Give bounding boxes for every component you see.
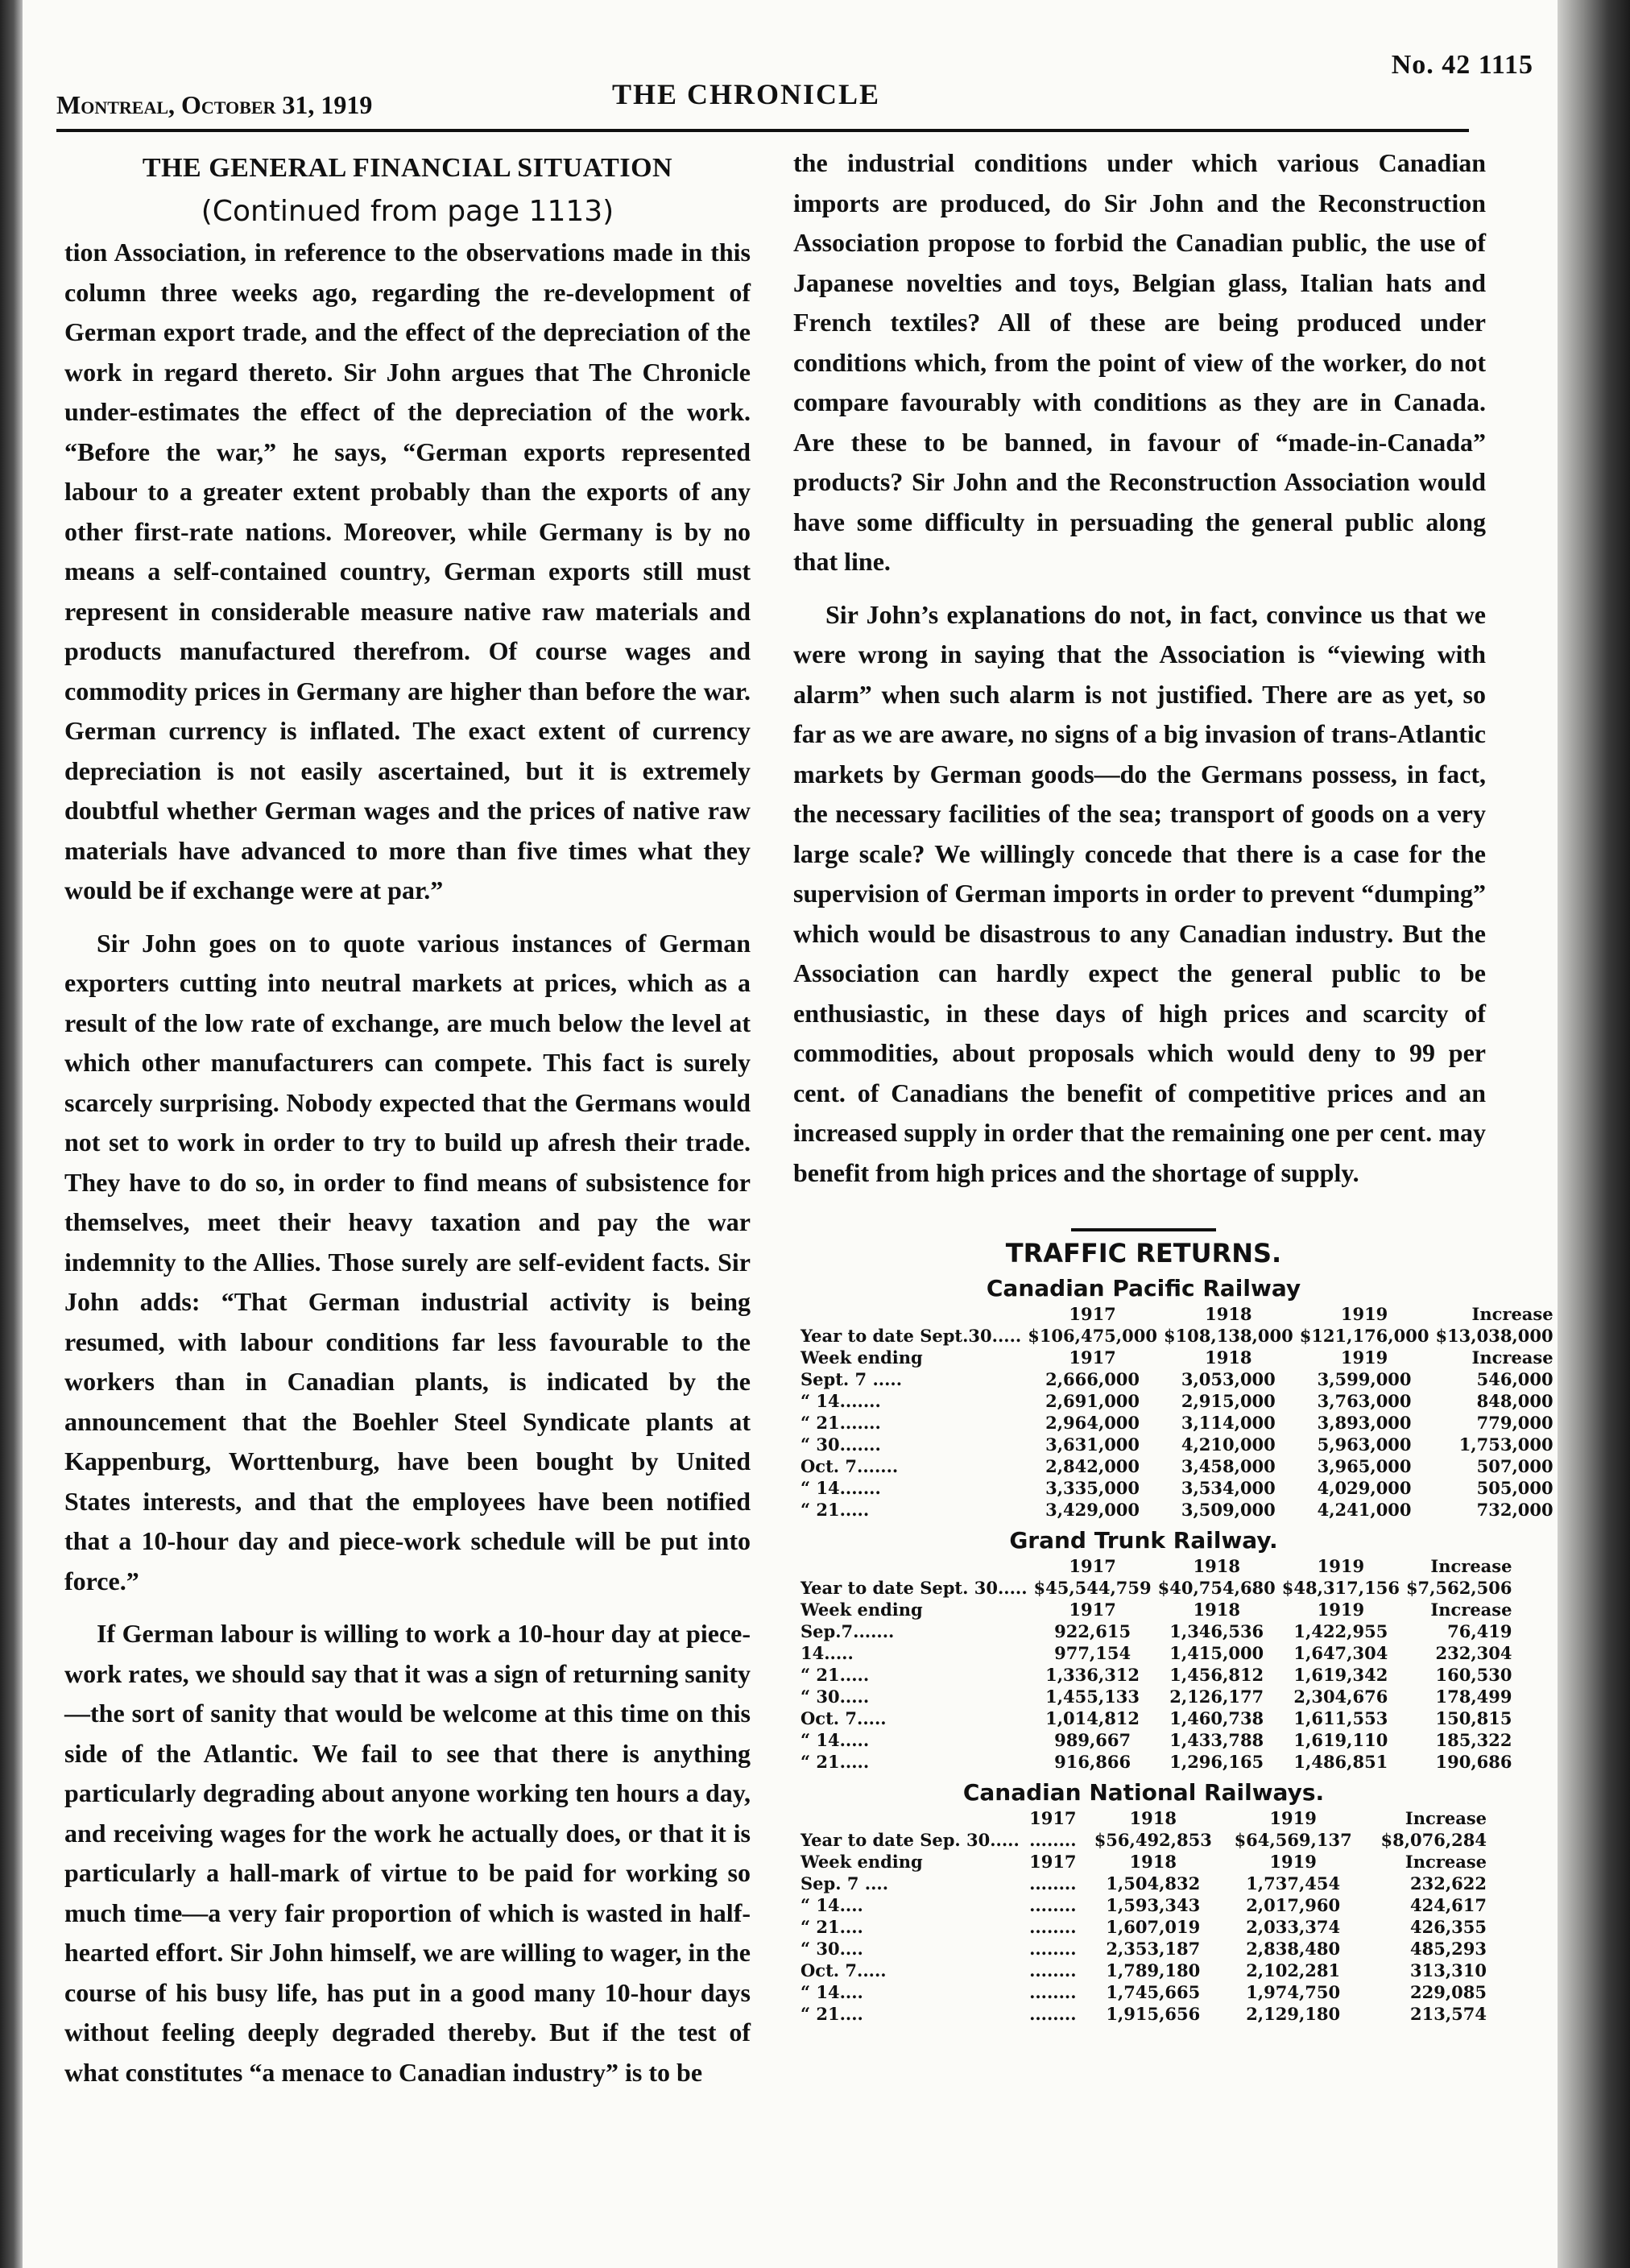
cell-value: 1,737,454 (1246, 1873, 1341, 1893)
cell-value: 1,346,536 (1169, 1621, 1264, 1641)
table-row (797, 1707, 1515, 1729)
row-label: “ 21..... (801, 1665, 870, 1685)
cell-value: 3,893,000 (1317, 1413, 1412, 1433)
cell-value: 1,753,000 (1458, 1434, 1553, 1455)
table-row (797, 1477, 1557, 1499)
cell-value: 1917 (1069, 1304, 1116, 1324)
cell-value: 2,017,960 (1246, 1895, 1341, 1915)
cell-value: 485,293 (1410, 1939, 1487, 1959)
table-row (797, 1620, 1515, 1642)
table-row (797, 1751, 1515, 1773)
cell-value: ........ (1029, 1895, 1077, 1915)
table-row (797, 1829, 1490, 1851)
cell-value: Increase (1471, 1304, 1553, 1324)
table-header-row (797, 1599, 1515, 1620)
cell-value: 1918 (1193, 1600, 1240, 1620)
cell-value: 313,310 (1410, 1960, 1487, 1980)
row-label: Sep.7....... (801, 1621, 895, 1641)
cell-value: 4,241,000 (1317, 1500, 1412, 1520)
cell-value: $64,569,137 (1234, 1830, 1352, 1850)
cell-value: 1919 (1340, 1304, 1388, 1324)
page-edge-shadow (1558, 0, 1630, 2268)
traffic-table (797, 1807, 1490, 2025)
cell-value: 1918 (1193, 1556, 1240, 1576)
cell-value: 2,126,177 (1169, 1687, 1264, 1707)
railway-section-gtr (797, 1527, 1512, 1773)
row-label: Year to date Sept.30..... (801, 1326, 1022, 1346)
cell-value: 1,647,304 (1293, 1643, 1388, 1663)
row-label: “ 21.... (801, 2004, 863, 2024)
row-label: Year to date Sep. 30..... (801, 1830, 1020, 1850)
cell-value: 5,963,000 (1317, 1434, 1412, 1455)
row-label: Sept. 7 ..... (801, 1369, 903, 1389)
row-label: Week ending (801, 1347, 923, 1368)
cell-value: 232,622 (1410, 1873, 1487, 1893)
traffic-table (797, 1555, 1515, 1773)
cell-value: 1,974,750 (1246, 1982, 1341, 2002)
cell-value: 2,033,374 (1246, 1917, 1341, 1937)
cell-value: 1918 (1205, 1347, 1252, 1368)
cell-value: 505,000 (1476, 1478, 1553, 1498)
row-label: “ 14....... (801, 1391, 881, 1411)
cell-value: 2,838,480 (1246, 1939, 1341, 1959)
table-row (797, 1960, 1490, 1981)
cell-value: 1,619,342 (1293, 1665, 1388, 1685)
cell-value: 1,504,832 (1106, 1873, 1201, 1893)
section-divider (1071, 1228, 1216, 1231)
cell-value: 3,631,000 (1045, 1434, 1140, 1455)
cell-value: 779,000 (1476, 1413, 1553, 1433)
article-subtitle: (Continued from page 1113) (201, 194, 614, 228)
cell-value: 2,691,000 (1045, 1391, 1140, 1411)
row-label: “ 14.... (801, 1895, 863, 1915)
row-label: “ 30.... (801, 1939, 863, 1959)
cell-value: 1918 (1129, 1808, 1177, 1828)
row-label (797, 1303, 1024, 1325)
table-header-row (797, 1851, 1490, 1873)
row-label: “ 14.... (801, 1982, 863, 2002)
railway-section-cnr (797, 1779, 1490, 2025)
article-title: THE GENERAL FINANCIAL SITUATION (142, 153, 673, 183)
cell-value: $13,038,000 (1435, 1326, 1553, 1346)
row-label (797, 1807, 1023, 1829)
cell-value: 1917 (1029, 1852, 1077, 1872)
cell-value: 76,419 (1447, 1621, 1512, 1641)
row-label: “ 21....... (801, 1413, 881, 1433)
cell-value: $8,076,284 (1380, 1830, 1487, 1850)
cell-value: 185,322 (1435, 1730, 1512, 1750)
cell-value: 1917 (1069, 1347, 1116, 1368)
table-row (797, 1686, 1515, 1707)
cell-value: 4,029,000 (1317, 1478, 1412, 1498)
cell-value: 2,353,187 (1106, 1939, 1201, 1959)
header-rule (56, 129, 1469, 132)
cell-value: 1918 (1129, 1852, 1177, 1872)
table-row (797, 1455, 1557, 1477)
cell-value: 1,619,110 (1293, 1730, 1388, 1750)
cell-value: 2,964,000 (1045, 1413, 1140, 1433)
cell-value: 2,842,000 (1045, 1456, 1140, 1476)
cell-value: 1917 (1069, 1556, 1116, 1576)
cell-value: 3,458,000 (1181, 1456, 1276, 1476)
cell-value: 1,415,000 (1169, 1643, 1264, 1663)
traffic-returns (797, 1228, 1553, 2025)
row-label: Oct. 7..... (801, 1708, 887, 1728)
row-label: Week ending (801, 1852, 923, 1872)
cell-value: 3,053,000 (1181, 1369, 1276, 1389)
traffic-title: TRAFFIC RETURNS. (1005, 1238, 1282, 1269)
cell-value: 1,915,656 (1106, 2004, 1201, 2024)
cell-value: 1,433,788 (1169, 1730, 1264, 1750)
cell-value: ........ (1029, 1917, 1077, 1937)
cell-value: 1,296,165 (1169, 1752, 1264, 1772)
cell-value: 1918 (1205, 1304, 1252, 1324)
cell-value: 1,460,738 (1169, 1708, 1264, 1728)
table-row (797, 1434, 1557, 1455)
table-row (797, 1642, 1515, 1664)
cell-value: $121,176,000 (1299, 1326, 1429, 1346)
cell-value: 1919 (1317, 1600, 1365, 1620)
cell-value: 2,666,000 (1045, 1369, 1140, 1389)
cell-value: 160,530 (1435, 1665, 1512, 1685)
table-header-row (797, 1303, 1557, 1325)
table-header-row (797, 1807, 1490, 1829)
cell-value: 1,455,133 (1045, 1687, 1140, 1707)
cell-value: $40,754,680 (1157, 1578, 1276, 1598)
table-row (797, 1729, 1515, 1751)
cell-value: 2,304,676 (1293, 1687, 1388, 1707)
cell-value: 1,336,312 (1045, 1665, 1140, 1685)
railway-name: Grand Trunk Railway. (1009, 1527, 1278, 1554)
row-label: Week ending (801, 1600, 923, 1620)
cell-value: 1917 (1029, 1808, 1077, 1828)
cell-value: 1,611,553 (1293, 1708, 1388, 1728)
cell-value: 3,429,000 (1045, 1500, 1140, 1520)
cell-value: 977,154 (1054, 1643, 1131, 1663)
cell-value: 424,617 (1410, 1895, 1487, 1915)
table-row (797, 1390, 1557, 1412)
row-label: “ 14..... (801, 1730, 870, 1750)
table-row (797, 1499, 1557, 1521)
traffic-table (797, 1303, 1557, 1521)
row-label: “ 21..... (801, 1500, 870, 1520)
railway-name: Canadian National Railways. (962, 1779, 1325, 1806)
railway-name: Canadian Pacific Railway (986, 1275, 1301, 1302)
cell-value: Increase (1430, 1556, 1512, 1576)
table-row (797, 1412, 1557, 1434)
cell-value: 3,534,000 (1181, 1478, 1276, 1498)
cell-value: $108,138,000 (1163, 1326, 1293, 1346)
page-spine-shadow (0, 0, 23, 2268)
cell-value: 1,745,665 (1106, 1982, 1201, 2002)
paragraph: Sir John goes on to quote various instances of German exporters cutting into neutral markets at prices, which as a result of the low rate of exchange, are much below the level at which other manufacturers can compete. This fact is surely scarcely surprising. Nobody expected that the Germans would not set to work in order to try to build up afresh their trade. They have to do so, in order to find means of subsistence for themselves, meet their heavy taxation and pay the war indemnity to the Allies. Those surely are self-evident facts. Sir John adds: “That German industrial activity is being resumed, with labour conditions far less favourable to the workers than in Canadian plants, is indicated by the announcement that the Boehler Steel Syndicate plants at Kappenburg, Worttenburg, have been bought by United States interests, and that the employees have been notified that a 10-hour day and piece-work schedule will be put into force.” (64, 928, 751, 1595)
table-row (797, 1894, 1490, 1916)
paragraph: the industrial conditions under which various Canadian imports are produced, do Sir John and the Reconstruction Association propose to forbid the Canadian public, the use of Japanese novelties and toys, Belgian glass, Italian hats and French textiles? All of these are being produced under conditions which, from the point of view of the worker, do not compare favourably with conditions as they are in Canada. Are these to be banned, in favour of “made-in-Canada” products? Sir John and the Reconstruction Association would have some difficulty in persuading the general public along that line. (793, 148, 1486, 576)
cell-value: ........ (1029, 1873, 1077, 1893)
row-label: Oct. 7....... (801, 1456, 899, 1476)
table-row (797, 1368, 1557, 1390)
cell-value: 989,667 (1054, 1730, 1131, 1750)
cell-value: 1917 (1069, 1600, 1116, 1620)
railway-section-cpr (797, 1275, 1553, 1521)
page-number: No. 42 1115 (1391, 50, 1533, 80)
cell-value: 178,499 (1435, 1687, 1512, 1707)
cell-value: 916,866 (1054, 1752, 1131, 1772)
cell-value: 1,607,019 (1106, 1917, 1201, 1937)
cell-value: 507,000 (1476, 1456, 1553, 1476)
newspaper-page (32, 0, 1558, 2268)
row-label: 14..... (801, 1643, 854, 1663)
cell-value: 1,789,180 (1106, 1960, 1201, 1980)
cell-value: 150,815 (1435, 1708, 1512, 1728)
cell-value: 732,000 (1476, 1500, 1553, 1520)
table-row (797, 1577, 1515, 1599)
cell-value: 1919 (1269, 1808, 1317, 1828)
cell-value: $106,475,000 (1028, 1326, 1157, 1346)
cell-value: 4,210,000 (1181, 1434, 1276, 1455)
cell-value: $56,492,853 (1094, 1830, 1212, 1850)
cell-value: Increase (1405, 1808, 1487, 1828)
left-column (64, 143, 751, 2092)
cell-value: 1919 (1269, 1852, 1317, 1872)
cell-value: Increase (1471, 1347, 1553, 1368)
cell-value: $45,544,759 (1033, 1578, 1152, 1598)
row-label: Sep. 7 .... (801, 1873, 888, 1893)
cell-value: 213,574 (1410, 2004, 1487, 2024)
cell-value: 229,085 (1410, 1982, 1487, 2002)
row-label: Year to date Sept. 30..... (801, 1578, 1028, 1598)
row-label: “ 30....... (801, 1434, 881, 1455)
table-row (797, 1916, 1490, 1938)
cell-value: ........ (1029, 1939, 1077, 1959)
table-row (797, 2003, 1490, 2025)
cell-value: 2,915,000 (1181, 1391, 1276, 1411)
row-label (797, 1555, 1031, 1577)
cell-value: 2,102,281 (1246, 1960, 1341, 1980)
cell-value: 1,593,343 (1106, 1895, 1201, 1915)
cell-value: 1,422,955 (1293, 1621, 1388, 1641)
cell-value: 546,000 (1476, 1369, 1553, 1389)
cell-value: Increase (1405, 1852, 1487, 1872)
cell-value: 3,599,000 (1317, 1369, 1412, 1389)
cell-value: 3,114,000 (1181, 1413, 1276, 1433)
cell-value: $48,317,156 (1281, 1578, 1400, 1598)
table-row (797, 1664, 1515, 1686)
paragraph: Sir John’s explanations do not, in fact, convince us that we were wrong in saying that the Association is “viewing with alarm” when such alarm is not justified. There are as yet, so far as we are aware, no signs of a big invasion of trans-Atlantic markets by German goods—do the Germans possess, in fact, the necessary facilities of the sea; transport of goods on a very large scale? We willingly concede that there is a case for the supervision of German imports in order to prevent “dumping” which would be disastrous to any Canadian industry. But the Association can hardly expect the general public to be enthusiastic, in these days of high prices and scarcity of commodities, about proposals which would deny to 99 per cent. of Canadians the benefit of competitive prices and an increased supply in order that the remaining one per cent. may benefit from high prices and the shortage of supply. (793, 599, 1486, 1187)
table-row (797, 1325, 1557, 1347)
cell-value: 1,456,812 (1169, 1665, 1264, 1685)
dateline: Montreal, October 31, 1919 (56, 90, 373, 119)
cell-value: 3,965,000 (1317, 1456, 1412, 1476)
cell-value: ........ (1029, 2004, 1077, 2024)
cell-value: Increase (1430, 1600, 1512, 1620)
table-header-row (797, 1555, 1515, 1577)
table-row (797, 1981, 1490, 2003)
cell-value: ........ (1029, 1960, 1077, 1980)
paragraph: If German labour is willing to work a 10-hour day at piece-work rates, we should say that it was a sign of returning sanity—the sort of sanity that would be welcome at this time on this side of the Atlantic. We fail to see that there is anything particularly degrading about anyone working ten hours a day, and receiving wages for the work he actually does, or that it is particularly a hall-mark of virtue to be paid for working so much time—a very fair proportion of which is wasted in half-hearted effort. Sir John himself, we are willing to wager, in the course of his busy life, has put in a good many 10-hour days without feeling deeply degraded thereby. But if the test of what constitutes “a menace to Canadian industry” is to be (64, 1619, 751, 2087)
cell-value: ........ (1029, 1830, 1077, 1850)
table-row (797, 1873, 1490, 1894)
row-label: “ 21..... (801, 1752, 870, 1772)
row-label: “ 21.... (801, 1917, 863, 1937)
table-row (797, 1938, 1490, 1960)
table-header-row (797, 1347, 1557, 1368)
cell-value: $7,562,506 (1405, 1578, 1512, 1598)
cell-value: 848,000 (1476, 1391, 1553, 1411)
publication-name: THE CHRONICLE (612, 78, 881, 110)
cell-value: ........ (1029, 1982, 1077, 2002)
cell-value: 3,763,000 (1317, 1391, 1412, 1411)
cell-value: 1919 (1340, 1347, 1388, 1368)
cell-value: 190,686 (1435, 1752, 1512, 1772)
paragraph: tion Association, in reference to the observations made in this column three weeks ago, regarding the re-development of German export trade, and the effect of the depreciation of the work in regard thereto. Sir John argues that The Chronicle under-estimates the effect of the depreciation of the work. “Before the war,” he says, “German exports represented labour to a greater extent probably than the exports of any other first-rate nations. Moreover, while Germany is by no means a self-contained country, German exports still must represent in considerable measure native raw materials and products manufactured therefrom. Of course wages and commodity prices in Germany are higher than before the war. German currency is inflated. The exact extent of currency depreciation is not easily ascertained, but it is extremely doubtful whether German wages and the prices of native raw materials have advanced to more than five times what they would be if exchange were at par.” (64, 238, 751, 904)
cell-value: 2,129,180 (1246, 2004, 1341, 2024)
row-label: “ 30..... (801, 1687, 870, 1707)
cell-value: 232,304 (1435, 1643, 1512, 1663)
cell-value: 3,509,000 (1181, 1500, 1276, 1520)
right-column (793, 143, 1486, 1193)
cell-value: 922,615 (1054, 1621, 1131, 1641)
row-label: “ 14....... (801, 1478, 881, 1498)
cell-value: 426,355 (1410, 1917, 1487, 1937)
cell-value: 1919 (1317, 1556, 1365, 1576)
cell-value: 1,014,812 (1045, 1708, 1140, 1728)
cell-value: 1,486,851 (1293, 1752, 1388, 1772)
row-label: Oct. 7..... (801, 1960, 887, 1980)
cell-value: 3,335,000 (1045, 1478, 1140, 1498)
